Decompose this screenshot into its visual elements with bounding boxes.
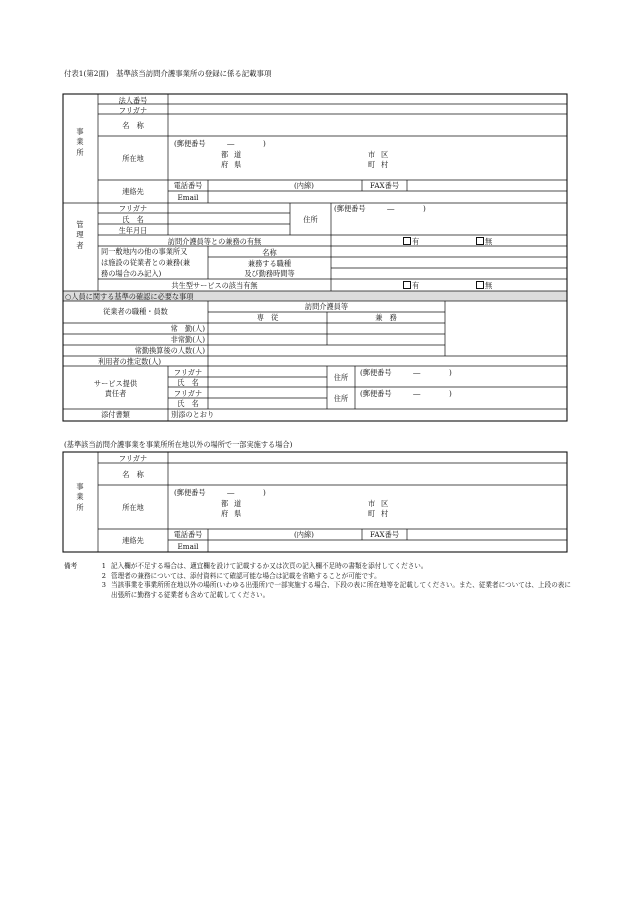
other-office-line3: 務の場合のみ記入) <box>101 269 162 278</box>
office-furigana-label: フリガナ <box>118 106 148 115</box>
helper-header: 訪問介護員等 <box>304 302 349 311</box>
other-office-line2: は施設の従業者との兼務(兼 <box>101 258 191 267</box>
notes-block <box>64 562 572 600</box>
sp2-furigana-label: フリガナ <box>173 389 203 398</box>
branch-group-label: 事業所 <box>76 482 84 512</box>
sp1-address-label: 住所 <box>333 373 349 382</box>
office-mura: 村 <box>381 160 389 169</box>
office-tel-label: 電話番号 <box>173 181 203 190</box>
office-fax-label: FAX番号 <box>369 181 400 190</box>
branch-address-label: 所在地 <box>122 503 144 512</box>
concurrent-header: 兼 務 <box>375 313 397 322</box>
sp-label-1: サービス提供 <box>93 379 138 388</box>
branch-email-label: Email <box>177 542 199 551</box>
office-machi: 町 <box>368 160 376 169</box>
office-ext-label: (内線) <box>294 181 314 190</box>
manager-group-label: 管理者 <box>76 220 84 250</box>
branch-ken: 県 <box>234 509 242 518</box>
branch-postal: (郵便番号 ― ) <box>174 488 266 497</box>
notes-label: 備考 <box>64 562 78 570</box>
branch-shi: 市 <box>368 499 376 508</box>
shared-no: 無 <box>476 281 492 290</box>
note-number: 3 <box>101 581 106 589</box>
sp2-name-label: 氏 名 <box>177 399 199 408</box>
branch-fu: 府 <box>221 509 229 518</box>
note-number: 2 <box>101 571 106 580</box>
note-item <box>64 581 572 600</box>
other-office-job-col1: 兼務する職種 <box>247 259 292 268</box>
sp2-postal: (郵便番号 ― ) <box>360 389 452 398</box>
office-address-label: 所在地 <box>122 154 144 163</box>
branch-heading: (基準該当訪問介護事業を事業所所在地以外の場所で一部実施する場合) <box>64 440 293 449</box>
branch-mura: 村 <box>381 509 389 518</box>
manager-name-label: 氏 名 <box>122 215 144 224</box>
checkbox-no[interactable] <box>476 237 484 245</box>
note-text: 管理者の兼務については、添付資料にて確認可能な場合は記載を省略することが可能です。 <box>111 571 381 580</box>
office-contact-label: 連絡先 <box>122 187 144 196</box>
branch-fax-label: FAX番号 <box>369 530 400 539</box>
branch-ext-label: (内線) <box>294 530 314 539</box>
concurrent-yes: 有 <box>403 237 419 246</box>
office-ken: 県 <box>234 160 242 169</box>
office-email-label: Email <box>177 193 199 202</box>
concurrent-no: 無 <box>476 237 492 246</box>
branch-machi: 町 <box>368 509 376 518</box>
branch-to: 都 <box>221 499 229 508</box>
parttime-label: 非常勤(人) <box>170 335 205 344</box>
attachment-label: 添付書類 <box>101 410 130 419</box>
fte-label: 常勤換算後の人数(人) <box>134 346 205 355</box>
concurrent-question: 訪問介護員等との兼務の有無 <box>167 237 262 246</box>
exclusive-header: 専 従 <box>256 313 279 322</box>
note-number: 1 <box>101 562 106 570</box>
office-postal: (郵便番号 ― ) <box>174 139 266 148</box>
office-name-label: 名 称 <box>122 121 144 130</box>
fulltime-label: 常 勤(人) <box>170 324 205 333</box>
branch-furigana-label: フリガナ <box>118 454 148 463</box>
office-shi: 市 <box>368 150 376 159</box>
checkbox-yes[interactable] <box>403 237 411 245</box>
office-dou: 道 <box>234 150 242 159</box>
attachment-value: 別添のとおり <box>171 410 215 419</box>
sp1-furigana-label: フリガナ <box>173 368 203 377</box>
sp-label-2: 責任者 <box>104 389 127 398</box>
personnel-heading: ○人員に関する基準の確認に必要な事項 <box>65 292 194 301</box>
branch-name-label: 名 称 <box>122 470 144 479</box>
manager-birth-label: 生年月日 <box>118 226 148 235</box>
branch-contact-label: 連絡先 <box>122 536 144 545</box>
manager-furigana-label: フリガナ <box>118 204 148 213</box>
shared-yes: 有 <box>403 281 419 290</box>
note-item <box>64 572 572 582</box>
office-group-label: 事業所 <box>76 127 84 157</box>
checkbox-shared-no[interactable] <box>476 281 484 289</box>
corp-number-label: 法人番号 <box>118 96 148 105</box>
other-office-name-col: 名称 <box>262 248 277 257</box>
other-office-job-col2: 及び勤務時間等 <box>244 269 295 278</box>
office-to: 都 <box>221 150 229 159</box>
other-office-line1: 同一敷地内の他の事業所又 <box>101 247 188 256</box>
page-title: 付表1(第2面) 基準該当訪問介護事業所の登録に係る記載事項 <box>64 69 272 78</box>
checkbox-shared-yes[interactable] <box>403 281 411 289</box>
note-text: 当該事業を事業所所在地以外の場所(いわゆる出張所)で一部実施する場合、下段の表に所在地等を記載してください。また、従業者については、上段の表に出張所に勤務する従業者も含めて記載してください。 <box>111 581 571 599</box>
manager-address-label: 住所 <box>303 215 318 224</box>
office-ku: 区 <box>381 150 389 159</box>
note-text: 記入欄が不足する場合は、適宜欄を設けて記載するか又は次頁の記入欄不足時の書類を添付してください。 <box>111 562 428 570</box>
sp2-address-label: 住所 <box>333 394 349 403</box>
branch-ku: 区 <box>381 499 389 508</box>
branch-dou: 道 <box>234 499 242 508</box>
manager-postal: (郵便番号 ― ) <box>334 204 426 213</box>
office-fu: 府 <box>221 160 229 169</box>
sp1-name-label: 氏 名 <box>177 378 199 387</box>
note-item <box>64 562 572 572</box>
sp1-postal: (郵便番号 ― ) <box>360 368 452 377</box>
staff-title: 従業者の職種・員数 <box>103 307 168 316</box>
branch-tel-label: 電話番号 <box>173 530 203 539</box>
shared-service-question: 共生型サービスの該当有無 <box>171 281 258 290</box>
users-estimate-label: 利用者の推定数(人) <box>98 357 162 366</box>
